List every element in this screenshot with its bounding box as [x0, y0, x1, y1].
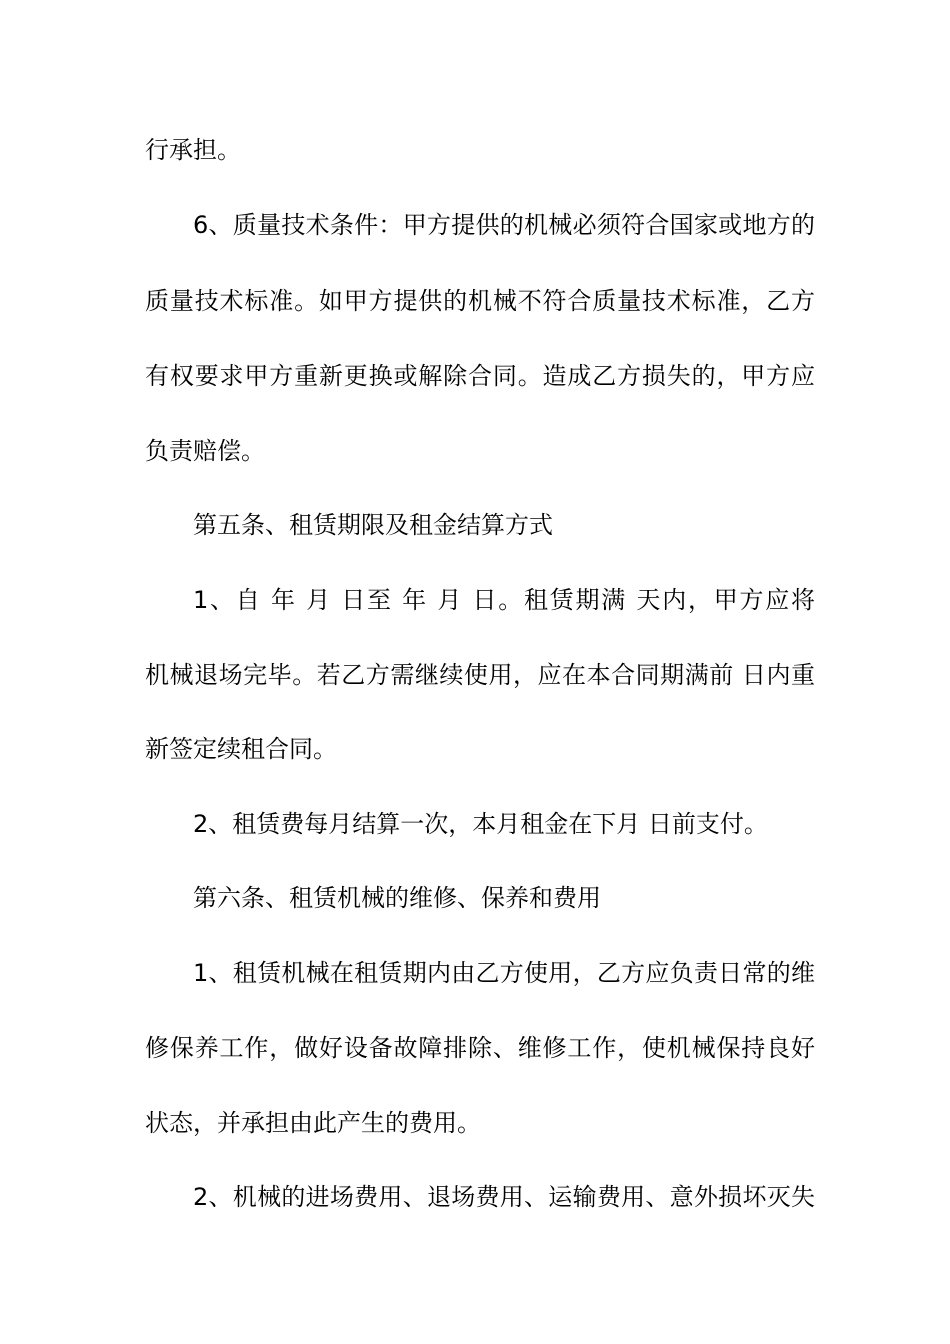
clause-6-item-1-line: 修保养工作，做好设备故障排除、维修工作，使机械保持良好 [145, 1034, 815, 1062]
clause-6-item-1-line: 状态，并承担由此产生的费用。 [145, 1109, 481, 1137]
clause-6-heading: 第六条、租赁机械的维修、保养和费用 [193, 884, 601, 912]
clause-6-item-1-line: 1、租赁机械在租赁期内由乙方使用，乙方应负责日常的维 [193, 959, 815, 987]
clause-5-item-1-line: 1、自 年 月 日至 年 月 日。租赁期满 天内，甲方应将 [193, 586, 815, 614]
clause-5-item-1-line: 新签定续租合同。 [145, 735, 337, 763]
clause-5-item-1-line: 机械退场完毕。若乙方需继续使用，应在本合同期满前 日内重 [145, 661, 815, 689]
clause-4-item-6-line: 质量技术标准。如甲方提供的机械不符合质量技术标准，乙方 [145, 287, 815, 315]
clause-5-heading: 第五条、租赁期限及租金结算方式 [193, 511, 553, 539]
paragraph-line: 行承担。 [145, 136, 241, 164]
clause-5-item-2-line: 2、租赁费每月结算一次，本月租金在下月 日前支付。 [193, 810, 768, 838]
clause-4-item-6-line: 6、质量技术条件：甲方提供的机械必须符合国家或地方的 [193, 211, 815, 239]
clause-4-item-6-line: 有权要求甲方重新更换或解除合同。造成乙方损失的，甲方应 [145, 362, 815, 390]
clause-6-item-2-line: 2、机械的进场费用、退场费用、运输费用、意外损坏灭失 [193, 1183, 815, 1211]
clause-4-item-6-line: 负责赔偿。 [145, 437, 265, 465]
